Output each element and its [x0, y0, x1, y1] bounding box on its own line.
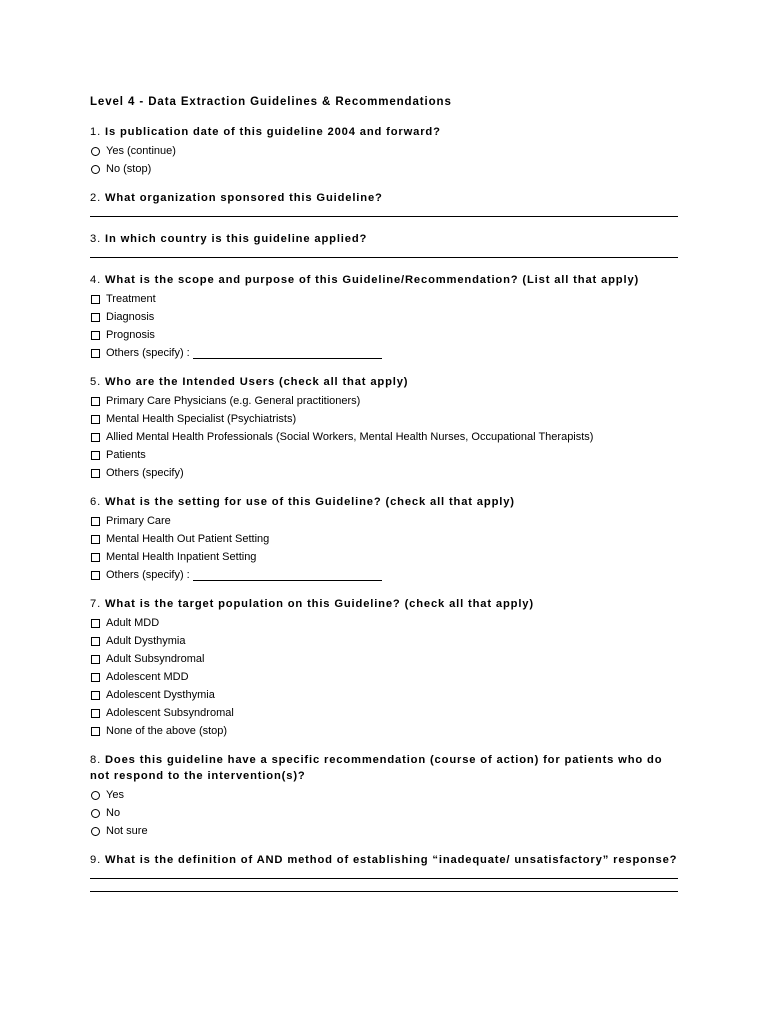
checkbox[interactable]	[91, 553, 100, 562]
question-number: 7.	[90, 598, 102, 610]
radio-option-yes[interactable]: Yes	[90, 786, 678, 804]
checkbox-option-adolescent-mdd[interactable]: Adolescent MDD	[90, 668, 678, 686]
question-number: 4.	[90, 274, 102, 286]
question-2	[90, 190, 678, 217]
question-3	[90, 231, 678, 258]
checkbox[interactable]	[91, 691, 100, 700]
question-5	[90, 374, 678, 482]
answer-line[interactable]	[90, 878, 678, 879]
checkbox-option-primary-care-physicians[interactable]: Primary Care Physicians (e.g. General practitioners)	[90, 392, 678, 410]
checkbox-option-adult-dysthymia[interactable]: Adult Dysthymia	[90, 632, 678, 650]
question-number: 1.	[90, 126, 102, 138]
question-text: What is the setting for use of this Guideline? (check all that apply)	[105, 496, 515, 508]
checkbox[interactable]	[91, 709, 100, 718]
checkbox[interactable]	[91, 673, 100, 682]
checkbox[interactable]	[91, 349, 100, 358]
checkbox-option-patients[interactable]: Patients	[90, 446, 678, 464]
checkbox[interactable]	[91, 415, 100, 424]
specify-field[interactable]	[193, 569, 382, 581]
specify-field[interactable]	[193, 347, 382, 359]
question-text: In which country is this guideline applied?	[105, 233, 368, 245]
radio-option-no-stop[interactable]: No (stop)	[90, 160, 678, 178]
checkbox[interactable]	[91, 517, 100, 526]
question-text: What organization sponsored this Guideline?	[105, 192, 383, 204]
radio-option-yes-continue[interactable]: Yes (continue)	[90, 142, 678, 160]
checkbox-option-primary-care[interactable]: Primary Care	[90, 512, 678, 530]
radio-button[interactable]	[91, 809, 100, 818]
question-text: What is the scope and purpose of this Guideline/Recommendation? (List all that apply)	[105, 274, 640, 286]
question-number: 8.	[90, 754, 102, 766]
question-text: What is the definition of AND method of establishing “inadequate/ unsatisfactory” response?	[105, 854, 678, 866]
question-7	[90, 596, 678, 740]
radio-button[interactable]	[91, 827, 100, 836]
question-number: 3.	[90, 233, 102, 245]
checkbox-option-outpatient[interactable]: Mental Health Out Patient Setting	[90, 530, 678, 548]
question-number: 9.	[90, 854, 102, 866]
checkbox-option-inpatient[interactable]: Mental Health Inpatient Setting	[90, 548, 678, 566]
checkbox[interactable]	[91, 535, 100, 544]
checkbox-option-prognosis[interactable]: Prognosis	[90, 326, 678, 344]
checkbox[interactable]	[91, 433, 100, 442]
radio-button[interactable]	[91, 165, 100, 174]
question-1	[90, 124, 678, 178]
form-title: Level 4 - Data Extraction Guidelines & Recommendations	[90, 96, 452, 108]
checkbox-option-treatment[interactable]: Treatment	[90, 290, 678, 308]
checkbox[interactable]	[91, 331, 100, 340]
checkbox-option-others[interactable]: Others (specify)	[90, 464, 678, 482]
checkbox[interactable]	[91, 637, 100, 646]
question-number: 5.	[90, 376, 102, 388]
checkbox-option-allied-professionals[interactable]: Allied Mental Health Professionals (Social Workers, Mental Health Nurses, Occupational Therapists)	[90, 428, 678, 446]
checkbox-option-none[interactable]: None of the above (stop)	[90, 722, 678, 740]
checkbox-option-adolescent-dysthymia[interactable]: Adolescent Dysthymia	[90, 686, 678, 704]
checkbox[interactable]	[91, 571, 100, 580]
radio-option-not-sure[interactable]: Not sure	[90, 822, 678, 840]
checkbox[interactable]	[91, 469, 100, 478]
question-4	[90, 272, 678, 362]
checkbox[interactable]	[91, 655, 100, 664]
checkbox-option-adult-subsyndromal[interactable]: Adult Subsyndromal	[90, 650, 678, 668]
checkbox[interactable]	[91, 313, 100, 322]
question-number: 2.	[90, 192, 102, 204]
checkbox[interactable]	[91, 295, 100, 304]
question-9	[90, 852, 678, 892]
question-text: Who are the Intended Users (check all that apply)	[105, 376, 409, 388]
checkbox-option-adolescent-subsyndromal[interactable]: Adolescent Subsyndromal	[90, 704, 678, 722]
answer-line[interactable]	[90, 257, 678, 258]
checkbox-option-diagnosis[interactable]: Diagnosis	[90, 308, 678, 326]
question-text: What is the target population on this Guideline? (check all that apply)	[105, 598, 534, 610]
checkbox-option-others[interactable]: Others (specify) :	[90, 566, 678, 584]
answer-line[interactable]	[90, 216, 678, 217]
question-number: 6.	[90, 496, 102, 508]
checkbox[interactable]	[91, 727, 100, 736]
checkbox-option-mental-health-specialist[interactable]: Mental Health Specialist (Psychiatrists)	[90, 410, 678, 428]
checkbox-option-others[interactable]: Others (specify) :	[90, 344, 678, 362]
checkbox-option-adult-mdd[interactable]: Adult MDD	[90, 614, 678, 632]
question-6	[90, 494, 678, 584]
question-text: Does this guideline have a specific recommendation (course of action) for patients who do not respond to the intervention(s)?	[90, 754, 663, 782]
question-text: Is publication date of this guideline 2004 and forward?	[105, 126, 441, 138]
form-page	[90, 94, 678, 904]
answer-line[interactable]	[90, 891, 678, 892]
checkbox[interactable]	[91, 397, 100, 406]
checkbox[interactable]	[91, 619, 100, 628]
checkbox[interactable]	[91, 451, 100, 460]
radio-option-no[interactable]: No	[90, 804, 678, 822]
radio-button[interactable]	[91, 147, 100, 156]
radio-button[interactable]	[91, 791, 100, 800]
question-8	[90, 752, 678, 840]
